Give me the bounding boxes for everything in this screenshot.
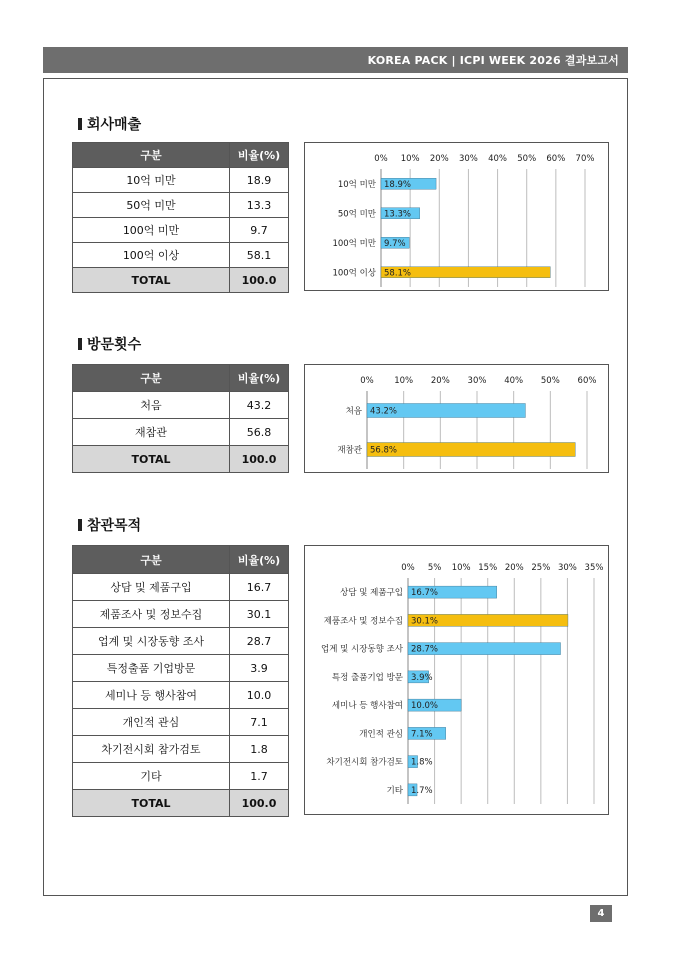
table-total-row: TOTAL 100.0 (73, 268, 289, 293)
tick-label: 50% (540, 376, 560, 386)
data-label: 16.7% (411, 588, 439, 599)
tick-label: 30% (557, 563, 577, 573)
table-header-ratio: 비율(%) (230, 546, 289, 574)
table-row: 상담 및 제품구입 16.7 (73, 574, 289, 601)
table-header-category: 구분 (73, 143, 230, 168)
category-label: 기타 (386, 785, 403, 796)
category-label: 처음 (345, 406, 362, 417)
data-label: 7.1% (411, 729, 433, 740)
category-label: 재참관 (337, 445, 362, 456)
tick-label: 40% (488, 154, 508, 164)
table-row: 세미나 등 행사참여 10.0 (73, 682, 289, 709)
tick-label: 50% (517, 154, 537, 164)
purpose-chart (304, 545, 609, 815)
page-number: 4 (590, 905, 612, 922)
purpose-table (72, 545, 289, 817)
data-label: 10.0% (411, 701, 439, 712)
tick-label: 35% (584, 563, 604, 573)
table-row: 100억 이상 58.1 (73, 243, 289, 268)
table-total-row: TOTAL 100.0 (73, 790, 289, 817)
tick-label: 25% (531, 563, 551, 573)
category-label: 개인적 관심 (359, 729, 403, 740)
table-total-row: TOTAL 100.0 (73, 446, 289, 473)
tick-label: 20% (429, 154, 449, 164)
chart-svg (305, 546, 608, 814)
tick-label: 20% (504, 563, 524, 573)
table-row: 특정출품 기업방문 3.9 (73, 655, 289, 682)
section-marker-icon (78, 338, 82, 350)
tick-label: 10% (451, 563, 471, 573)
data-label: 28.7% (411, 644, 439, 655)
tick-label: 40% (504, 376, 524, 386)
table-header-ratio: 비율(%) (230, 365, 289, 392)
category-label: 상담 및 제품구입 (340, 588, 403, 599)
tick-label: 0% (374, 154, 388, 164)
section-marker-icon (78, 519, 82, 531)
data-label: 18.9% (384, 179, 412, 190)
data-label: 30.1% (411, 616, 439, 627)
data-label: 1.8% (411, 757, 433, 768)
tick-label: 30% (467, 376, 487, 386)
data-label: 1.7% (411, 785, 433, 796)
tick-label: 0% (401, 563, 415, 573)
table-row: 재참관 56.8 (73, 419, 289, 446)
category-label: 10억 미만 (337, 179, 376, 190)
data-label: 3.9% (411, 672, 433, 683)
data-label: 43.2% (370, 406, 398, 417)
tick-label: 60% (577, 376, 597, 386)
tick-label: 70% (575, 154, 595, 164)
table-row: 차기전시회 참가검토 1.8 (73, 736, 289, 763)
table-row: 제품조사 및 정보수집 30.1 (73, 601, 289, 628)
data-label: 56.8% (370, 445, 398, 456)
report-header (43, 47, 628, 73)
table-row: 100억 미만 9.7 (73, 218, 289, 243)
tick-label: 10% (400, 154, 420, 164)
table-row: 기타 1.7 (73, 763, 289, 790)
revenue-chart (304, 142, 609, 291)
table-row: 10억 미만 18.9 (73, 168, 289, 193)
section-title-visits: 방문횟수 (78, 334, 141, 354)
tick-label: 10% (394, 376, 414, 386)
chart-svg (305, 143, 608, 290)
table-header-ratio: 비율(%) (230, 143, 289, 168)
table-row: 업계 및 시장동향 조사 28.7 (73, 628, 289, 655)
tick-label: 30% (458, 154, 478, 164)
category-label: 50억 미만 (337, 209, 376, 220)
data-label: 9.7% (384, 238, 406, 249)
table-header-category: 구분 (73, 365, 230, 392)
bar (367, 443, 575, 457)
data-label: 13.3% (384, 209, 412, 220)
visits-chart (304, 364, 609, 473)
section-title-purpose: 참관목적 (78, 515, 141, 535)
category-label: 업계 및 시장동향 조사 (320, 644, 403, 655)
revenue-table (72, 142, 289, 293)
tick-label: 60% (546, 154, 566, 164)
category-label: 차기전시회 참가검토 (326, 757, 403, 768)
table-header-category: 구분 (73, 546, 230, 574)
table-row: 50억 미만 13.3 (73, 193, 289, 218)
category-label: 100억 이상 (332, 268, 376, 279)
tick-label: 5% (427, 563, 442, 573)
data-label: 58.1% (384, 268, 412, 279)
chart-svg (305, 365, 608, 472)
section-marker-icon (78, 118, 82, 130)
tick-label: 0% (360, 376, 374, 386)
category-label: 제품조사 및 정보수집 (323, 616, 403, 627)
tick-label: 15% (478, 563, 498, 573)
visits-table (72, 364, 289, 473)
table-row: 개인적 관심 7.1 (73, 709, 289, 736)
report-header-title: KOREA PACK | ICPI WEEK 2026 결과보고서 (367, 54, 619, 67)
category-label: 특정 출품기업 방문 (331, 672, 403, 683)
table-row: 처음 43.2 (73, 392, 289, 419)
tick-label: 20% (430, 376, 450, 386)
category-label: 세미나 등 행사참여 (331, 701, 403, 712)
category-label: 100억 미만 (332, 238, 376, 249)
section-title-revenue: 회사매출 (78, 114, 141, 134)
